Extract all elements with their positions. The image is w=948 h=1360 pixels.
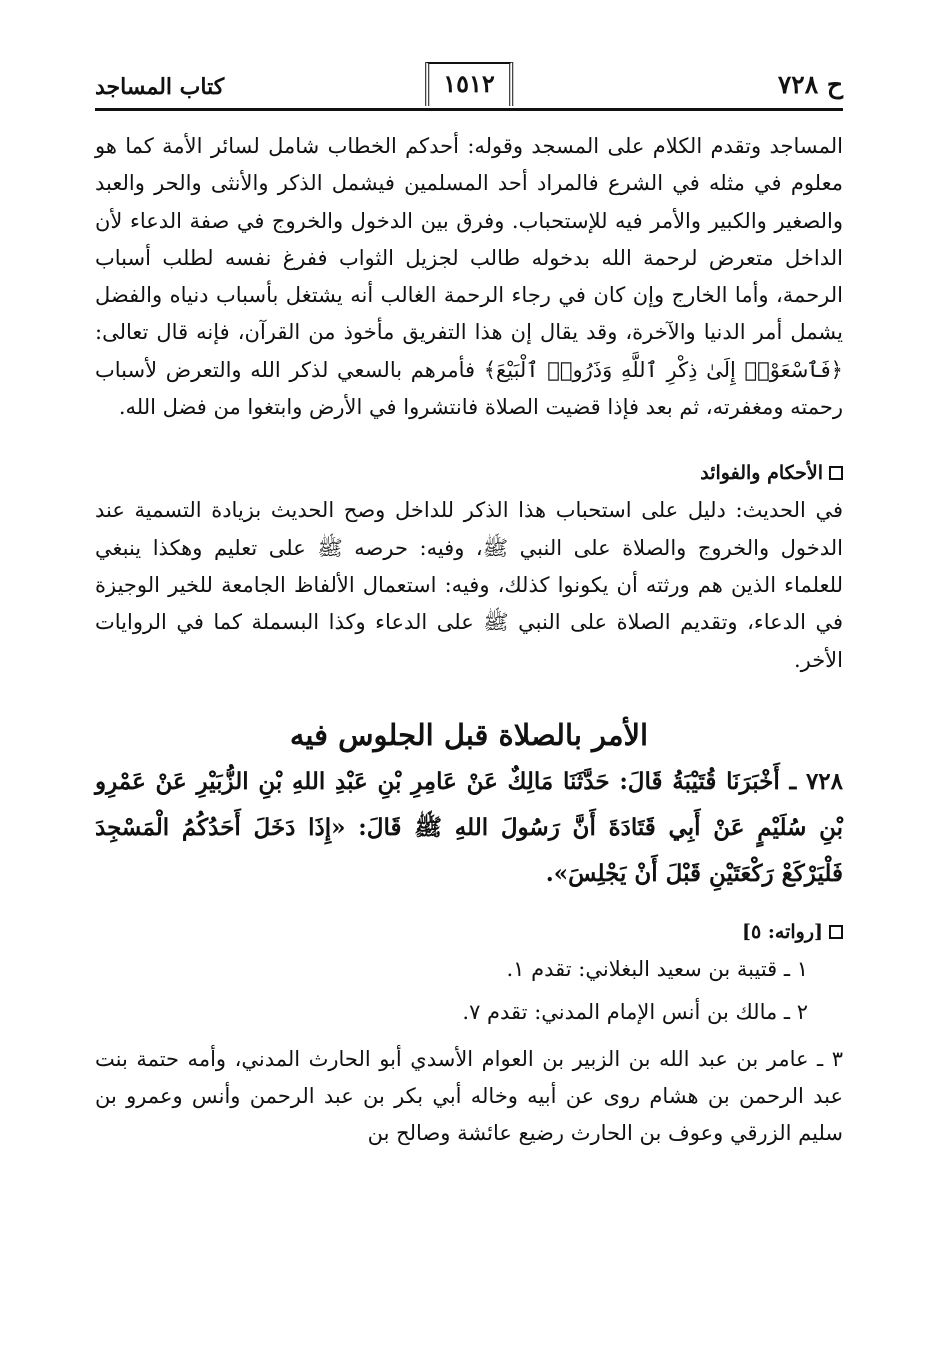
- benefits-heading: [95, 460, 843, 486]
- chapter-title: الأمر بالصلاة قبل الجلوس فيه: [289, 717, 649, 752]
- narrator-item: ٣ ـ عامر بن عبد الله بن الزبير بن العوام الأسدي أبو الحارث المدني، وأمه حتمة بنت عبد الرحمن بن هشام روى عن أبيه وخاله أبي بكر بن عبد الرحمن وأنس وعمرو بن سليم الزرقي وعوف بن الحارث رضيع عائشة وصالح بن: [95, 1046, 843, 1145]
- checkbox-square-icon: [829, 466, 843, 480]
- narrators-heading: [95, 919, 843, 945]
- book-title: كتاب المساجد: [95, 74, 225, 100]
- hadith-text: ٧٢٨ ـ أَخْبَرَنَا قُتَيْبَةُ قَالَ: حَدَّثَنَا مَالِكٌ عَنْ عَامِرِ بْنِ عَبْدِ اللهِ بْنِ الزُّبَيْرِ عَنْ عَمْرِو بْنِ سُلَيْمٍ عَنْ أَبِي قَتَادَةَ أَنَّ رَسُولَ اللهِ ﷺ قَالَ: «إِذَا دَخَلَ أَحَدُكُمُ الْمَسْجِدَ فَلْيَرْكَعْ رَكْعَتَيْنِ قَبْلَ أَنْ يَجْلِسَ».: [95, 767, 843, 887]
- checkbox-square-icon: [829, 925, 843, 939]
- running-header: [95, 60, 843, 110]
- book-page: [95, 60, 843, 1320]
- commentary-paragraph: المساجد وتقدم الكلام على المسجد وقوله: أحدكم الخطاب شامل لسائر الأمة كما هو معلوم في مثله في الشرع فالمراد أحد المسلمين فيشمل الذكر والأنثى والحر والعبد والصغير والكبير والأمر فيه للإستحباب. وفرق بين الدخول والخروج في صفة الدعاء لأن الداخل متعرض لرحمة الله بدخوله طالب لجزيل الثواب ففرغ نفسه لطلب أسباب الرحمة، وأما الخارج وإن كان في رجاء الرحمة الغالب أنه يشتغل بأسباب دنياه والفضل يشمل أمر الدنيا والآخرة، وقد يقال إن هذا التفريق مأخوذ من القرآن، فإنه قال تعالى: ﴿فَٱسْعَوْا۟ إِلَىٰ ذِكْرِ ٱللَّهِ وَذَرُوا۟ ٱلْبَيْعَ﴾ فأمرهم بالسعي لذكر الله والتعرض لأسباب رحمته ومغفرته، ثم بعد فإذا قضيت الصلاة فانتشروا في الأرض وابتغوا من فضل الله.: [95, 134, 843, 420]
- narrators-heading-label: [رواته: ٥]: [742, 920, 823, 943]
- narrator-item: ٢ ـ مالك بن أنس الإمام المدني: تقدم ٧.: [462, 999, 808, 1024]
- benefits-heading-label: الأحكام والفوائد: [700, 462, 823, 485]
- narrator-item: ١ ـ قتيبة بن سعيد البغلاني: تقدم ١.: [506, 956, 808, 981]
- page-number: ١٥١٢: [425, 62, 513, 106]
- header-rule: [95, 108, 843, 111]
- hadith-reference: ح ٧٢٨: [777, 70, 843, 99]
- benefits-paragraph: في الحديث: دليل على استحباب هذا الذكر للداخل وصح الحديث بزيادة التسمية عند الدخول والخروج والصلاة على النبي ﷺ، وفيه: حرصه ﷺ على تعليم وهكذا ينبغي للعلماء الذين هم ورثته أن يكونوا كذلك، وفيه: استعمال الألفاظ الجامعة للخير الوجيزة في الدعاء، وتقديم الصلاة على النبي ﷺ على الدعاء وكذا البسملة كما في الروايات الأخر.: [95, 498, 843, 672]
